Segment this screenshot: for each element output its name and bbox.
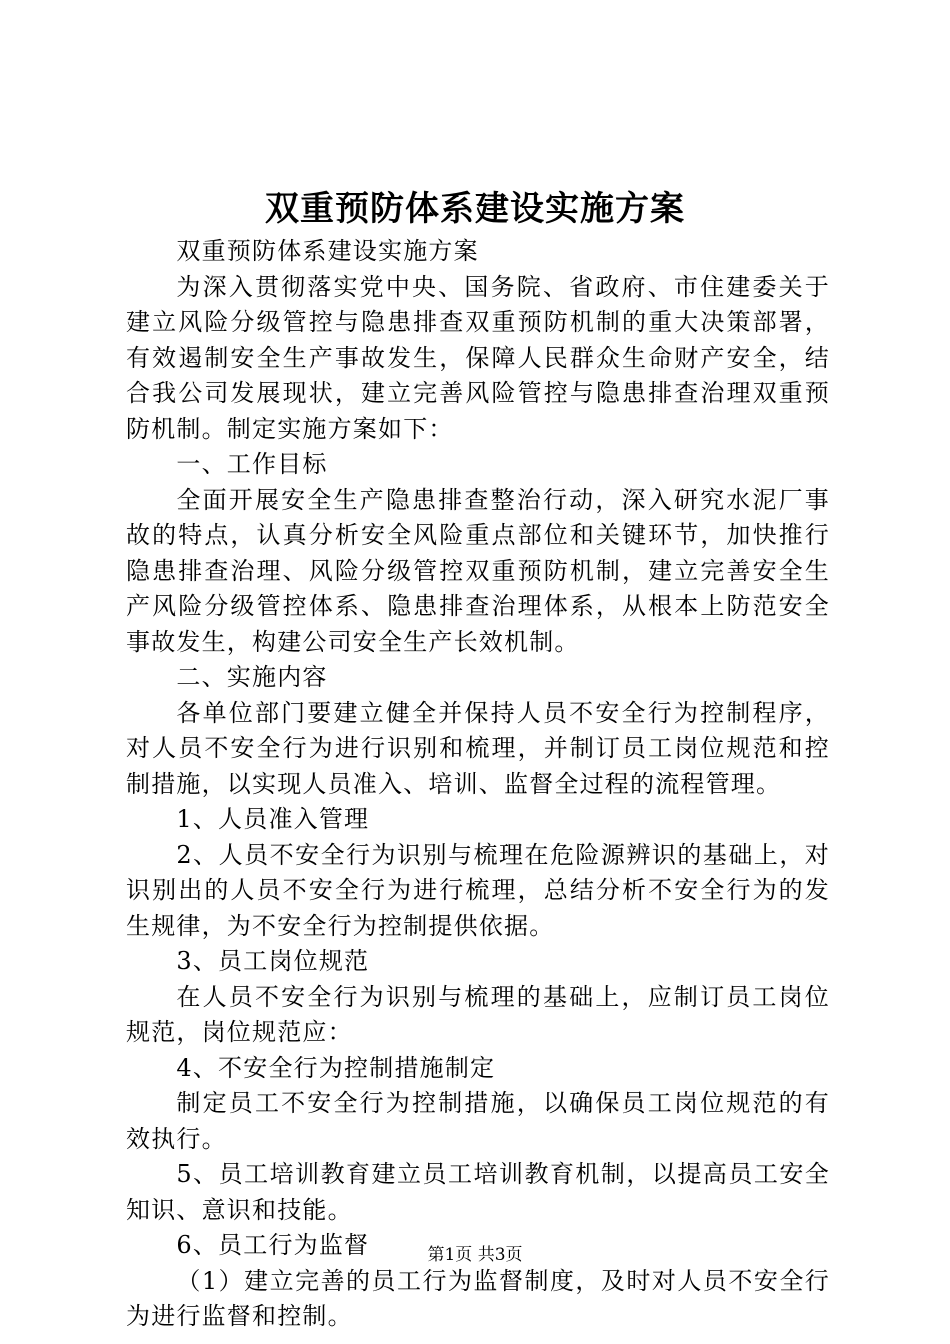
paragraph-intro: 为深入贯彻落实党中央、国务院、省政府、市住建委关于建立风险分级管控与隐患排查双重预防机制的重大决策部署，有效遏制安全生产事故发生，保障人民群众生命财产安全，结合我公司发展现状，建立完善风险管控与隐患排查治理双重预防机制。制定实施方案如下： bbox=[126, 272, 830, 443]
item-3-detail: 在人员不安全行为识别与梳理的基础上，应制订员工岗位规范，岗位规范应： bbox=[126, 982, 830, 1046]
item-6: 6、员工行为监督 bbox=[176, 1231, 370, 1259]
item-4-detail: 制定员工不安全行为控制措施，以确保员工岗位规范的有效执行。 bbox=[126, 1089, 830, 1153]
heading-work-goal: 一、工作目标 bbox=[176, 450, 328, 478]
item-5: 5、员工培训教育建立员工培训教育机制，以提高员工安全知识、意识和技能。 bbox=[126, 1160, 830, 1224]
paragraph-implementation: 各单位部门要建立健全并保持人员不安全行为控制程序，对人员不安全行为进行识别和梳理，并制订员工岗位规范和控制措施，以实现人员准入、培训、监督全过程的流程管理。 bbox=[126, 698, 830, 798]
item-1: 1、人员准入管理 bbox=[176, 805, 370, 833]
document-body bbox=[126, 234, 830, 1335]
paragraph-subtitle: 双重预防体系建设实施方案 bbox=[176, 237, 479, 265]
page-number-footer: 第1页 共3页 bbox=[427, 1245, 523, 1265]
item-6-sub-1: （1）建立完善的员工行为监督制度，及时对人员不安全行为进行监督和控制。 bbox=[126, 1266, 830, 1330]
document-title: 双重预防体系建设实施方案 bbox=[265, 189, 685, 229]
item-2: 2、人员不安全行为识别与梳理在危险源辨识的基础上，对识别出的人员不安全行为进行梳理，总结分析不安全行为的发生规律，为不安全行为控制提供依据。 bbox=[126, 840, 830, 940]
item-3: 3、员工岗位规范 bbox=[176, 947, 370, 975]
heading-implementation: 二、实施内容 bbox=[176, 663, 328, 691]
paragraph-work-goal: 全面开展安全生产隐患排查整治行动，深入研究水泥厂事故的特点，认真分析安全风险重点部位和关键环节，加快推行隐患排查治理、风险分级管控双重预防机制，建立完善安全生产风险分级管控体系、隐患排查治理体系，从根本上防范安全事故发生，构建公司安全生产长效机制。 bbox=[126, 485, 830, 656]
item-4: 4、不安全行为控制措施制定 bbox=[176, 1053, 496, 1082]
